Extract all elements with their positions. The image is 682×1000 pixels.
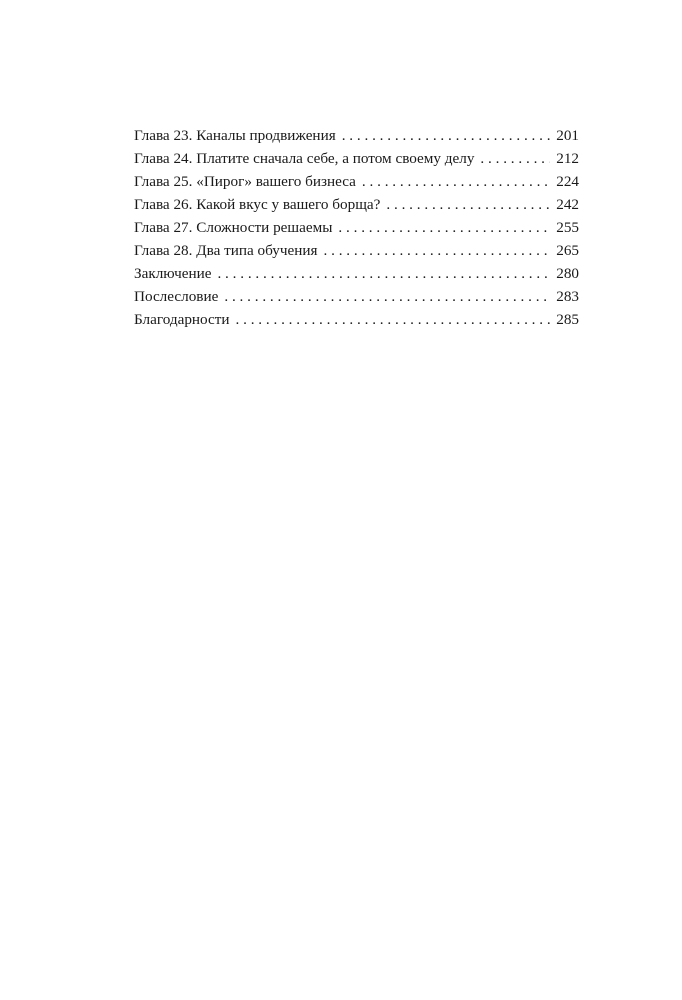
dot-leader <box>338 216 550 239</box>
toc-entry-title: Послесловие <box>134 288 219 305</box>
toc-entry <box>134 170 579 193</box>
toc-entry-page: 201 <box>556 127 579 144</box>
dot-leader <box>386 193 550 216</box>
toc-entry <box>134 147 579 170</box>
toc-entry-title: Глава 28. Два типа обучения <box>134 242 318 259</box>
dot-leader <box>342 124 550 147</box>
toc-entry-title: Глава 23. Каналы продвижения <box>134 127 336 144</box>
toc-entry-title: Благодарности <box>134 311 230 328</box>
toc-entry <box>134 124 579 147</box>
toc-entry-page: 224 <box>556 173 579 190</box>
toc-entry-page: 242 <box>556 196 579 213</box>
toc-entry-page: 265 <box>556 242 579 259</box>
dot-leader <box>236 308 550 331</box>
toc-entry <box>134 308 579 331</box>
toc-entry-title: Заключение <box>134 265 212 282</box>
dot-leader <box>217 262 550 285</box>
toc-entry <box>134 239 579 262</box>
toc-entry-page: 283 <box>556 288 579 305</box>
toc-entry-title: Глава 26. Какой вкус у вашего борща? <box>134 196 381 213</box>
toc-entry-page: 255 <box>556 219 579 236</box>
toc-entry <box>134 262 579 285</box>
dot-leader <box>224 285 550 308</box>
toc-entry-page: 212 <box>556 150 579 167</box>
dot-leader <box>362 170 550 193</box>
toc-entry-title: Глава 24. Платите сначала себе, а потом своему делу <box>134 150 475 167</box>
table-of-contents <box>134 124 579 331</box>
toc-entry-title: Глава 27. Сложности решаемы <box>134 219 333 236</box>
toc-entry-title: Глава 25. «Пирог» вашего бизнеса <box>134 173 356 190</box>
toc-entry-page: 285 <box>556 311 579 328</box>
toc-entry <box>134 193 579 216</box>
toc-entry <box>134 216 579 239</box>
dot-leader <box>480 147 550 170</box>
toc-entry <box>134 285 579 308</box>
toc-entry-page: 280 <box>556 265 579 282</box>
dot-leader <box>324 239 550 262</box>
